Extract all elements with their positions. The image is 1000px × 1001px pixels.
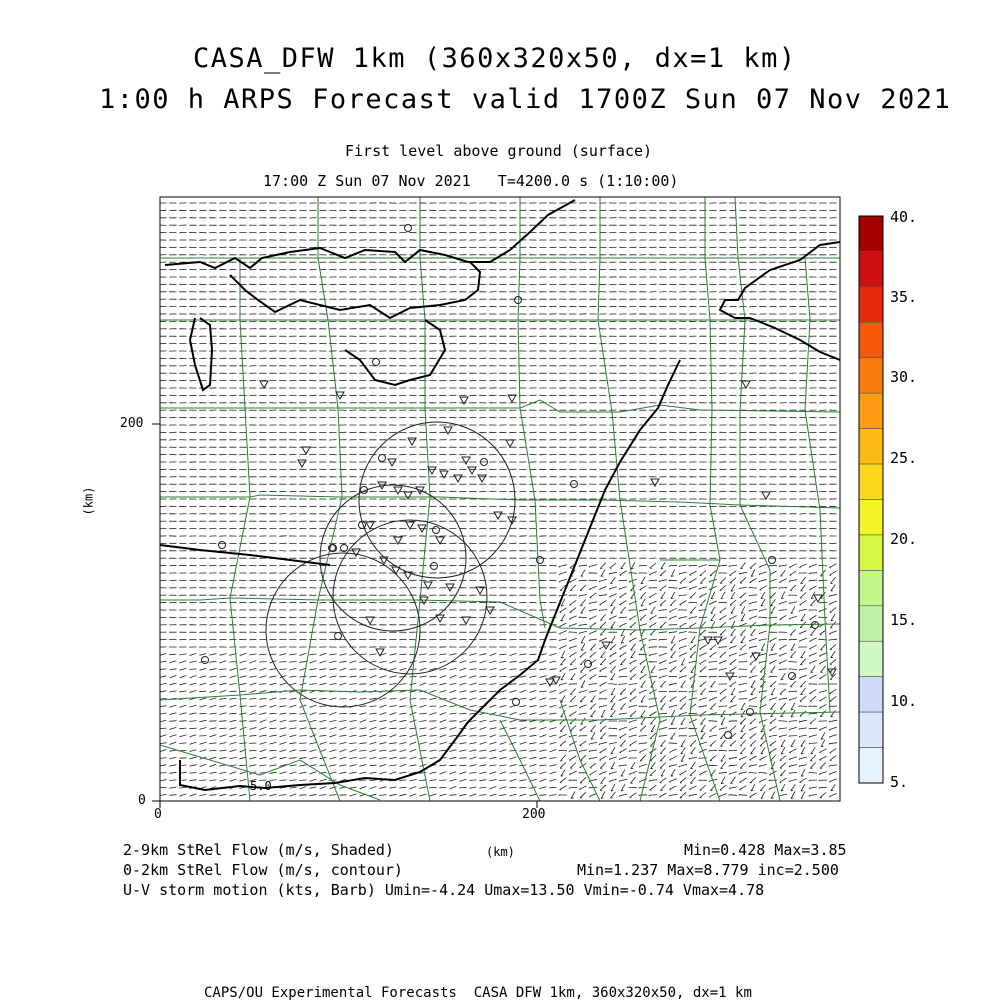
colorbar-label: 15. [890, 611, 918, 629]
colorbar-swatch [859, 641, 883, 676]
colorbar-swatch [859, 251, 883, 286]
station-circle-icon [433, 527, 440, 534]
station-triangle-icon [462, 457, 470, 464]
legend-contour: 0-2km StRel Flow (m/s, contour) [123, 861, 403, 879]
colorbar-swatch [859, 216, 883, 251]
station-triangle-icon [486, 607, 494, 614]
station-circle-icon [335, 633, 342, 640]
station-triangle-icon [704, 637, 712, 644]
colorbar-swatch [859, 712, 883, 747]
legend-barb: U-V storm motion (kts, Barb) Umin=-4.24 Umax=13.50 Vmin=-0.74 Vmax=4.78 [123, 881, 765, 899]
station-triangle-icon [478, 475, 486, 482]
station-triangle-icon [366, 522, 374, 529]
colorbar-swatch [859, 606, 883, 641]
title-line-1: CASA_DFW 1km (360x320x50, dx=1 km) [193, 43, 797, 74]
station-circle-icon [379, 455, 386, 462]
title-line-2: 1:00 h ARPS Forecast valid 1700Z Sun 07 Nov 2021 [99, 84, 952, 115]
footer-credit: CAPS/OU Experimental Forecasts CASA DFW 1km, 360x320x50, dx=1 km [204, 985, 752, 1001]
legend-shaded: 2-9km StRel Flow (m/s, Shaded) [123, 841, 394, 859]
station-triangle-icon [302, 447, 310, 454]
legend-contour-stats: Min=1.237 Max=8.779 inc=2.500 [577, 861, 839, 879]
station-circle-icon [769, 557, 776, 564]
legend-shaded-stats: Min=0.428 Max=3.85 [684, 841, 847, 859]
station-triangle-icon [506, 440, 514, 447]
station-triangle-icon [298, 460, 306, 467]
colorbar-label: 20. [890, 530, 918, 548]
station-triangle-icon [762, 492, 770, 499]
colorbar-swatch [859, 535, 883, 570]
station-triangle-icon [651, 479, 659, 486]
colorbar-swatch [859, 748, 883, 783]
x-tick-0: 0 [154, 807, 162, 822]
colorbar-swatch [859, 393, 883, 428]
station-triangle-icon [444, 427, 452, 434]
station-circle-icon [515, 297, 522, 304]
station-circle-icon [373, 359, 380, 366]
station-triangle-icon [468, 467, 476, 474]
colorbar-swatch [859, 500, 883, 535]
station-triangle-icon [406, 522, 414, 529]
colorbar-swatch [859, 322, 883, 357]
wind-barb-field [159, 203, 837, 799]
colorbar-label: 25. [890, 449, 918, 467]
station-triangle-icon [454, 475, 462, 482]
colorbar-swatch [859, 287, 883, 322]
station-circle-icon [513, 699, 520, 706]
colorbar-label: 10. [890, 692, 918, 710]
y-tick-0: 0 [138, 793, 146, 808]
station-triangle-icon [546, 679, 554, 686]
subtitle-level: First level above ground (surface) [345, 142, 653, 160]
y-axis-label: (km) [81, 486, 96, 516]
station-circle-icon [405, 225, 412, 232]
station-circle-icon [202, 657, 209, 664]
station-triangle-icon [260, 381, 268, 388]
station-circle-icon [725, 732, 732, 739]
y-tick-200: 200 [120, 416, 144, 431]
contour-label: 5.0 [250, 779, 272, 793]
station-triangle-icon [462, 617, 470, 624]
station-circle-icon [789, 673, 796, 680]
colorbar-swatch [859, 464, 883, 499]
station-triangle-icon [394, 487, 402, 494]
station-triangle-icon [508, 395, 516, 402]
colorbar-label: 40. [890, 208, 918, 226]
colorbar [859, 216, 883, 783]
subtitle-time: 17:00 Z Sun 07 Nov 2021 T=4200.0 s (1:10:00) [263, 172, 679, 190]
colorbar-swatch [859, 429, 883, 464]
colorbar-label: 5. [890, 773, 909, 791]
colorbar-label: 35. [890, 288, 918, 306]
x-tick-200: 200 [522, 807, 546, 822]
station-circle-icon [219, 542, 226, 549]
colorbar-label: 30. [890, 368, 918, 386]
wind-barbs [159, 203, 837, 799]
station-triangle-icon [404, 492, 412, 499]
station-triangle-icon [366, 617, 374, 624]
colorbar-swatch [859, 358, 883, 393]
station-triangle-icon [494, 512, 502, 519]
station-triangle-icon [742, 381, 750, 388]
station-triangle-icon [428, 467, 436, 474]
colorbar-swatch [859, 570, 883, 605]
x-axis-label: (km) [486, 845, 515, 859]
colorbar-swatch [859, 677, 883, 712]
station-triangle-icon [408, 438, 416, 445]
